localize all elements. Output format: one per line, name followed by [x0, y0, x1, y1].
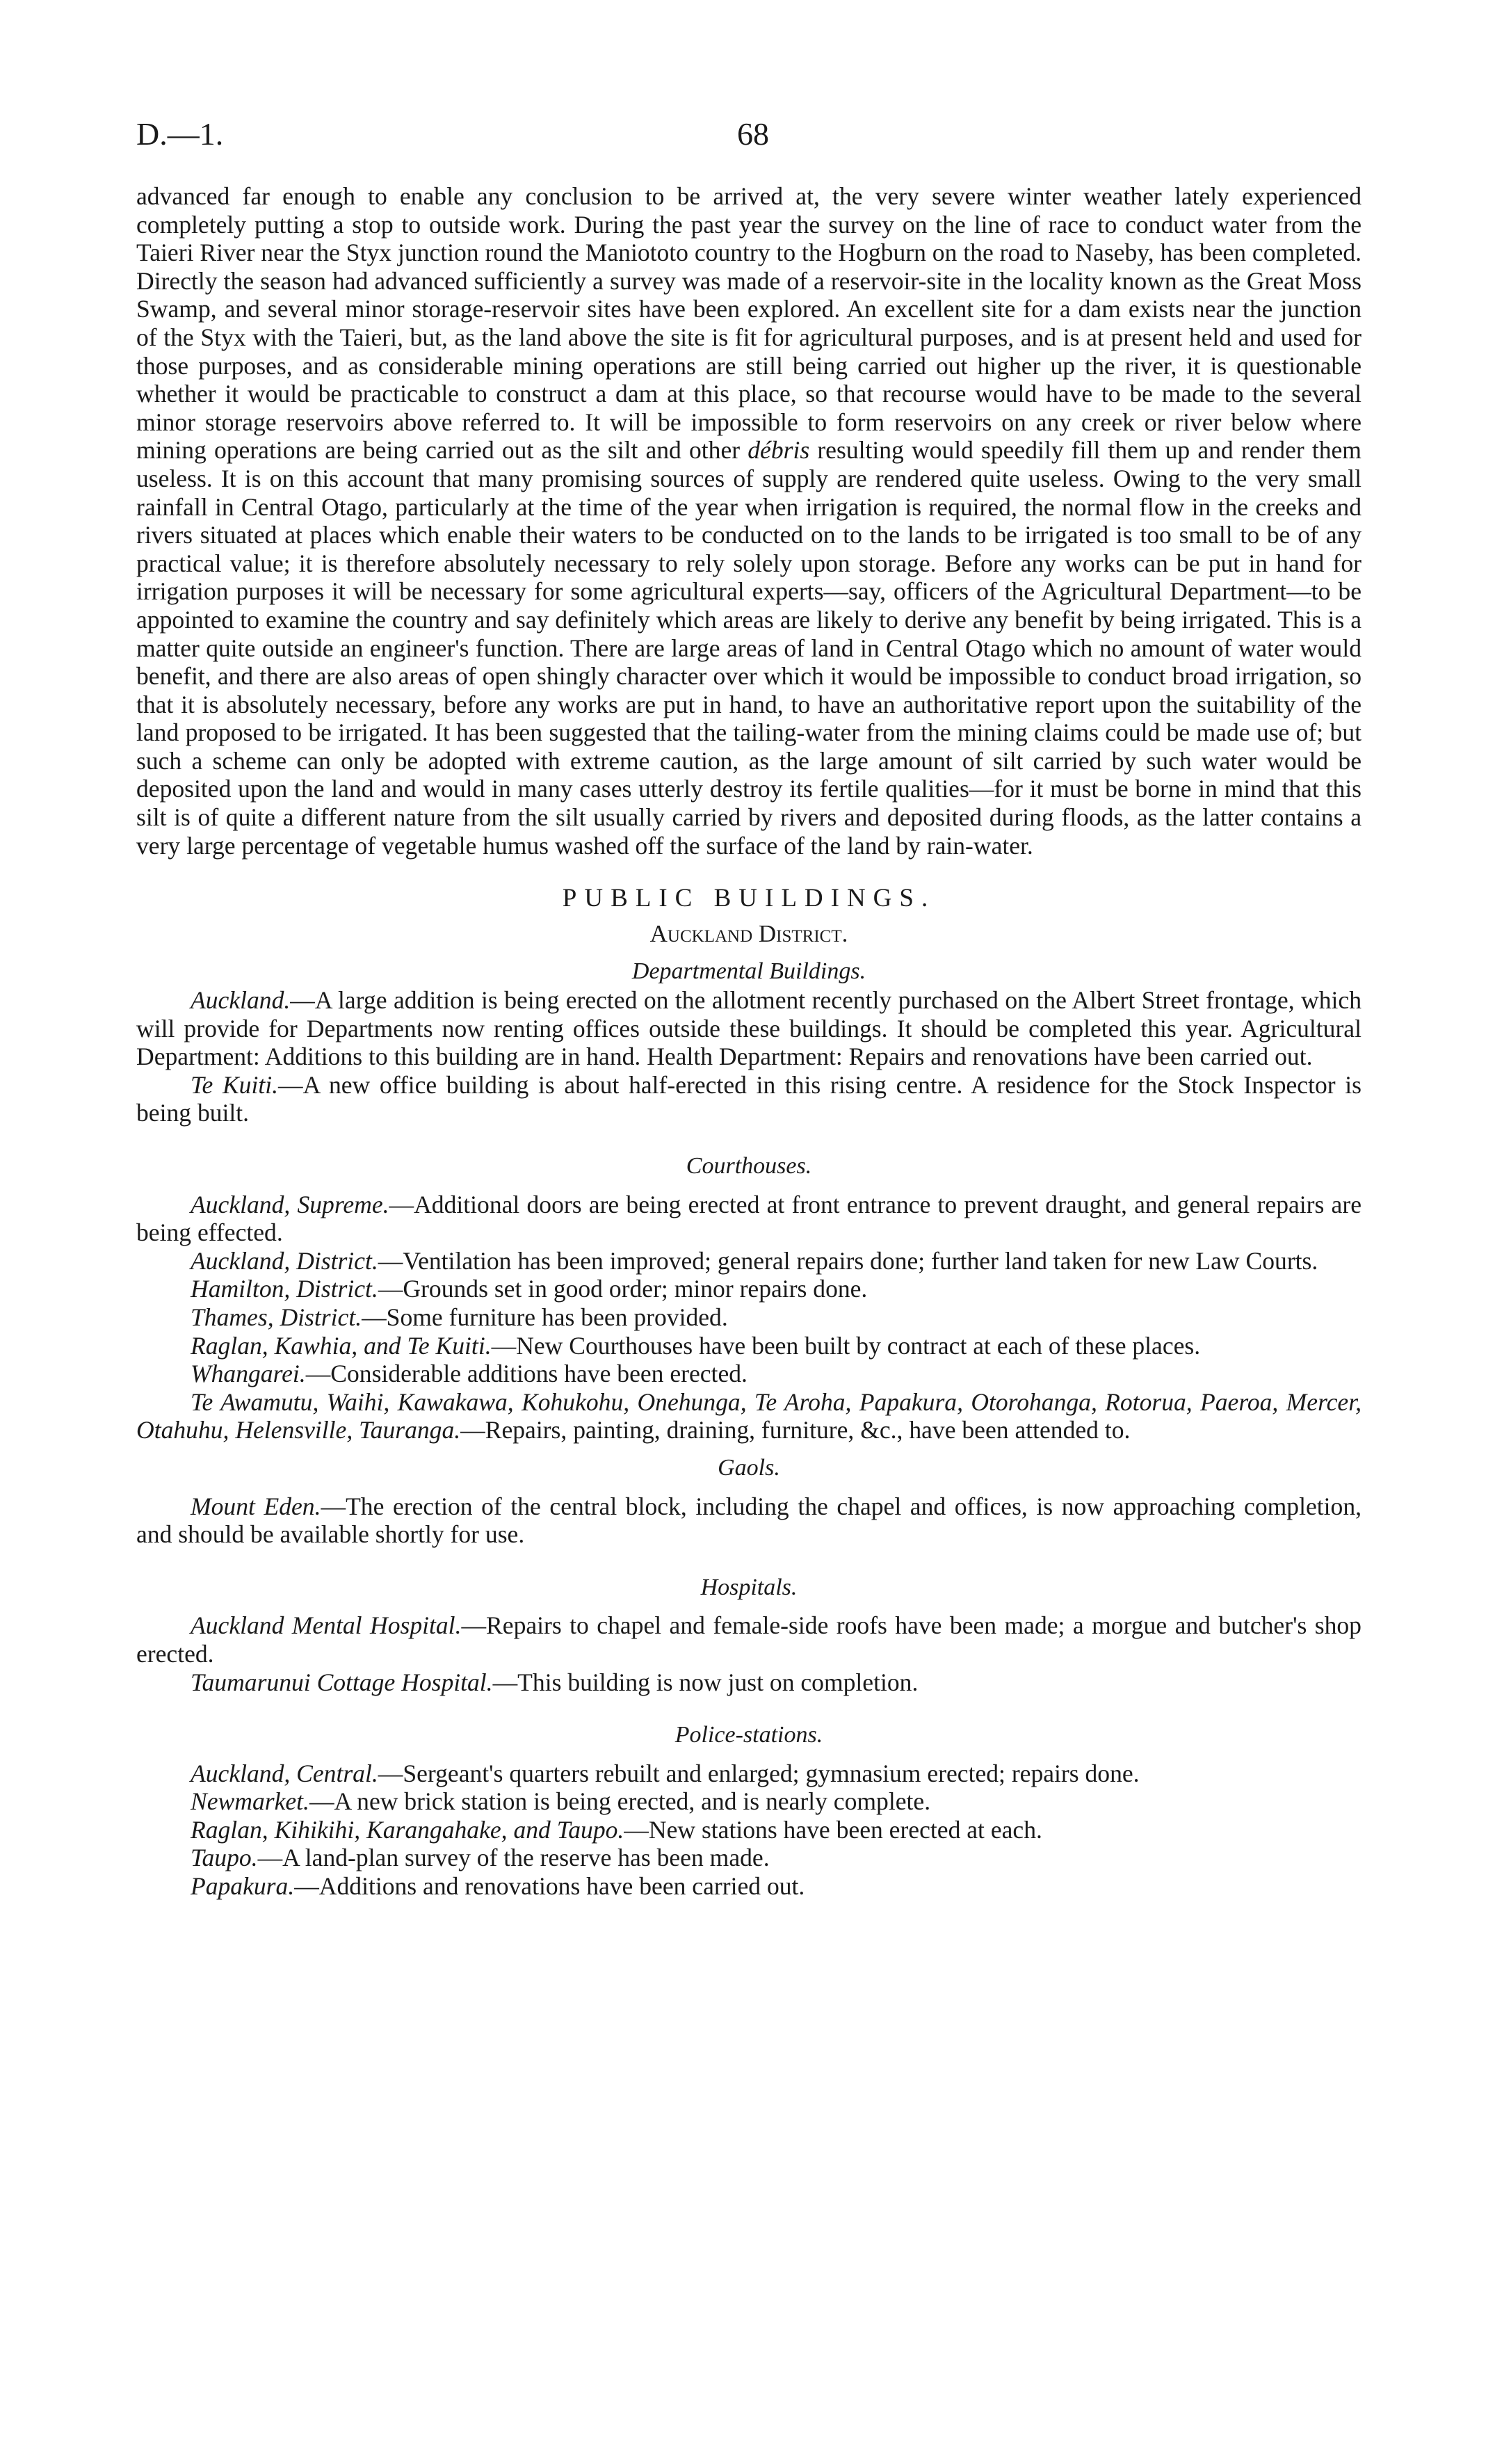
- entry-place: Mount Eden.: [191, 1492, 321, 1520]
- entry: [136, 1760, 1361, 1788]
- courthouses-heading: Courthouses.: [686, 1153, 812, 1179]
- entry-place: Newmarket.: [191, 1787, 309, 1816]
- police-heading: Police-stations.: [674, 1722, 823, 1748]
- entry-text: —Some furniture has been provided.: [362, 1303, 728, 1331]
- entry-place: Auckland, District.: [191, 1246, 378, 1275]
- entry-text: —Repairs, painting, draining, furniture, &c., have been attended to.: [460, 1416, 1131, 1444]
- intro-paragraph: [136, 182, 1361, 860]
- entry-place: Raglan, Kawhia, and Te Kuiti.: [191, 1331, 492, 1360]
- entry-place: Te Kuiti.: [191, 1070, 279, 1099]
- entry: [136, 1071, 1361, 1127]
- entry: [136, 1492, 1361, 1549]
- entry-text: —Repairs to chapel and female-side roofs have been made; a morgue and butcher's shop erected.: [136, 1611, 1361, 1668]
- entry: [136, 1668, 1361, 1697]
- intro-text-1: advanced far enough to enable any conclusion to be arrived at, the very severe winter weather lately experienced completely putting a stop to outside work. During the past year the survey on the line of race to conduct water from the Taieri River near the Styx junction round the Maniototo country to the Hogburn on the road to Naseby, has been completed. Directly the season had advanced sufficiently a survey was made of a reservoir-site in the locality known as the Great Moss Swamp, and several minor storage-reservoir sites have been explored. An excellent site for a dam exists near the junction of the Styx with the Taieri, but, as the land above the site is fit for agricultural purposes, and is at present held and used for those purposes, and as considerable mining operations are still being carried out higher up the river, it is questionable whether it would be practicable to construct a dam at this place, so that recourse would have to be made to the several minor storage reservoirs above referred to. It will be impossible to form reservoirs on any creek or river below where mining operations are being carried out as the silt and other: [136, 182, 1361, 465]
- entry-text: —A land-plan survey of the reserve has been made.: [257, 1844, 770, 1872]
- entry-text: —Grounds set in good order; minor repairs done.: [378, 1275, 868, 1303]
- entry-place: Taupo.: [191, 1844, 258, 1872]
- entry-place: Auckland Mental Hospital.: [191, 1611, 462, 1640]
- entry-text: —A new office building is about half-erected in this rising centre. A residence for the Stock Inspector is being built.: [136, 1070, 1361, 1127]
- entry-place: Auckland, Supreme.: [191, 1190, 389, 1218]
- entry: [136, 1191, 1361, 1247]
- entry: [136, 1872, 1361, 1901]
- entry: [136, 1611, 1361, 1668]
- entry-text: —This building is now just on completion.: [492, 1668, 919, 1696]
- entry: [136, 1787, 1361, 1816]
- entry: [136, 1332, 1361, 1360]
- entry-text: —Ventilation has been improved; general repairs done; further land taken for new Law Courts.: [378, 1246, 1318, 1275]
- entry: [136, 1388, 1361, 1444]
- document-reference: D.—1.: [136, 116, 224, 152]
- entry-text: —New Courthouses have been built by contract at each of these places.: [491, 1331, 1201, 1360]
- page-body: [136, 182, 1361, 1901]
- entry-text: —Additional doors are being erected at front entrance to prevent draught, and general repairs are being effected.: [136, 1190, 1361, 1247]
- entry-text: —Considerable additions have been erected.: [305, 1360, 748, 1388]
- intro-text-2: resulting would speedily fill them up and render them useless. It is on this account that many promising sources of supply are rendered quite useless. Owing to the very small rainfall in Central Otago, particularly at the time of the year when irrigation is required, the normal flow in the creeks and rivers situated at places which enable their waters to be conducted on to the lands to be irrigated is too small to be of any practical value; it is therefore absolutely necessary to rely solely upon storage. Before any works can be put in hand for irrigation purposes it will be necessary for some agricultural experts—say, officers of the Agricultural Department—to be appointed to examine the country and say definitely which areas are likely to derive any benefit by being irrigated. This is a matter quite outside an engineer's function. There are large areas of land in Central Otago which no amount of water would benefit, and there are also areas of open shingly character over which it would be impossible to conduct broad irrigation, so that it is absolutely necessary, before any works are put in hand, to have an authoritative report upon the suitability of the land proposed to be irrigated. It has been suggested that the tailing-water from the mining claims could be made use of; but such a scheme can only be adopted with extreme caution, as the large amount of silt carried by such water would be deposited upon the land and would in many cases utterly destroy its fertile qualities—for it must be borne in mind that this silt is of quite a different nature from the silt usually carried by rivers and deposited during floods, as the latter contains a very large percentage of vegetable humus washed off the surface of the land by rain-water.: [136, 436, 1361, 860]
- entry-text: —Sergeant's quarters rebuilt and enlarged; gymnasium erected; repairs done.: [378, 1759, 1140, 1787]
- entry-text: —A new brick station is being erected, and is nearly complete.: [309, 1787, 931, 1816]
- entry-place: Whangarei.: [191, 1360, 306, 1388]
- entry-text: —New stations have been erected at each.: [624, 1815, 1042, 1844]
- entry: [136, 1303, 1361, 1332]
- hospitals-heading: Hospitals.: [700, 1574, 798, 1600]
- section-title: PUBLIC BUILDINGS.: [562, 884, 936, 913]
- page-number: 68: [737, 116, 769, 152]
- entry: [136, 1816, 1361, 1844]
- entry-place: Raglan, Kihikihi, Karangahake, and Taupo.: [191, 1815, 624, 1844]
- entry-text: —A large addition is being erected on the allotment recently purchased on the Albert Street frontage, which will provide for Departments now renting offices outside these buildings. It should be completed this year. Agricultural Department: Additions to this building are in hand. Health Department: Repairs and renovations have been carried out.: [136, 986, 1361, 1071]
- intro-debris-word: débris: [748, 436, 810, 465]
- entry-place: Thames, District.: [191, 1303, 362, 1331]
- entry-text: —The erection of the central block, including the chapel and offices, is now approaching completion, and should be available shortly for use.: [136, 1492, 1362, 1549]
- entry: [136, 1360, 1361, 1388]
- entry: [136, 1247, 1361, 1275]
- entry-place: Taumarunui Cottage Hospital.: [191, 1668, 493, 1696]
- entry-place: Hamilton, District.: [191, 1275, 378, 1303]
- gaols-heading: Gaols.: [718, 1454, 780, 1481]
- entry: [136, 1275, 1361, 1303]
- entry-place: Papakura.: [191, 1872, 295, 1901]
- entry: [136, 1844, 1361, 1872]
- entry-place: Te Awamutu, Waihi, Kawakawa, Kohukohu, Onehunga, Te Aroha, Papakura, Otorohanga, Rotorua, Paeroa, Mercer, Otahuhu, Helensville, Tauranga.: [136, 1387, 1361, 1444]
- entry-text: —Additions and renovations have been carried out.: [294, 1872, 805, 1901]
- entry: [136, 986, 1361, 1071]
- district-title: Auckland District.: [649, 919, 848, 947]
- departmental-heading: Departmental Buildings.: [631, 958, 866, 985]
- entry-place: Auckland.: [191, 986, 291, 1015]
- entry-place: Auckland, Central.: [191, 1759, 378, 1787]
